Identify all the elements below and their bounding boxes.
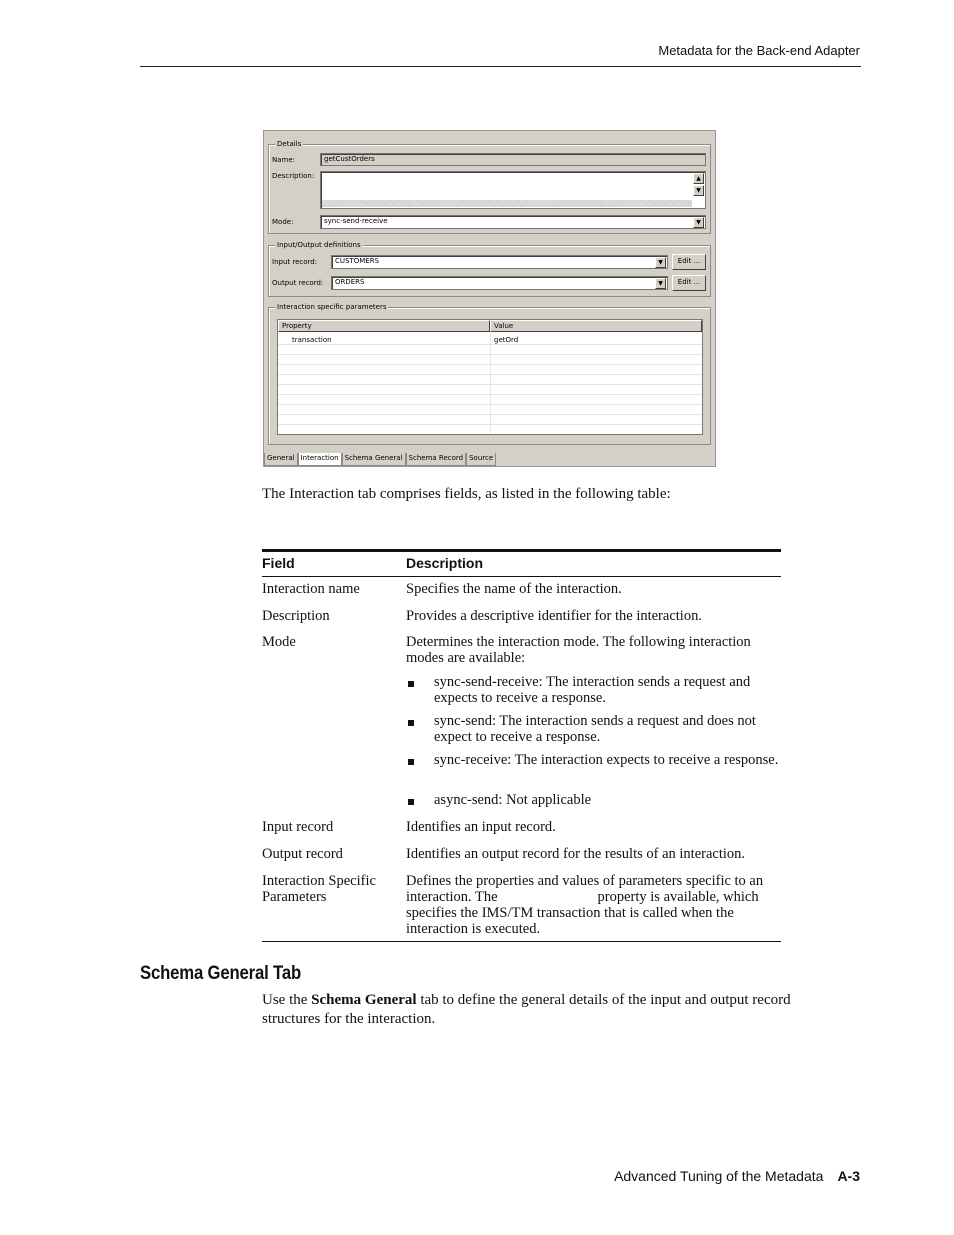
tab-schema-record[interactable]: Schema Record: [406, 453, 467, 466]
details-group-title: Details: [277, 140, 302, 148]
grid-row[interactable]: [278, 336, 702, 345]
grid-row[interactable]: [278, 406, 702, 415]
params-group-title: Interaction specific parameters: [277, 303, 387, 311]
grid-row[interactable]: [278, 356, 702, 365]
row-description-part1: Defines the properties and values of parameters specific to an interaction. The: [406, 873, 764, 905]
row-field: Description: [262, 608, 330, 624]
name-field[interactable]: getCustOrders: [320, 153, 706, 166]
header-rule: [140, 66, 861, 67]
section-text-after: tab to define the general details of the input and output record structures for the interaction.: [262, 992, 791, 1027]
section-text-bold: Schema General: [311, 992, 417, 1008]
row-description-part2: property is available, which specifies the IMS/TM transaction that is called when the interaction is executed.: [406, 889, 759, 937]
mode-bullet-item: async-send: Not applicable: [434, 792, 592, 808]
grid-row[interactable]: [278, 386, 702, 395]
mode-label: Mode:: [272, 218, 294, 226]
scroll-down-icon[interactable]: ▼: [693, 185, 704, 196]
mode-bullet-item: sync-send: The interaction sends a request and does not expect to receive a response.: [434, 713, 756, 745]
output-record-value: ORDERS: [335, 278, 365, 286]
grid-header: [278, 320, 702, 332]
output-edit-button[interactable]: Edit ...: [672, 275, 706, 291]
chevron-down-icon[interactable]: ▼: [655, 278, 666, 289]
io-group-title: Input/Output definitions: [277, 241, 361, 249]
row-field: Interaction Specific Parameters: [262, 873, 376, 905]
table-top-rule: [262, 549, 781, 552]
input-record-value: CUSTOMERS: [335, 257, 380, 265]
row-field: Input record: [262, 819, 334, 835]
intro-paragraph: The Interaction tab comprises fields, as listed in the following table:: [262, 486, 671, 502]
tab-schema-general[interactable]: Schema General: [342, 453, 406, 466]
chevron-down-icon[interactable]: ▼: [655, 257, 666, 268]
running-footer: [614, 1167, 860, 1185]
mode-select[interactable]: [320, 215, 706, 229]
section-text-before: Use the: [262, 992, 308, 1008]
input-record-label: Input record:: [272, 258, 318, 266]
row-description: Determines the interaction mode. The following interaction modes are available:: [406, 634, 751, 666]
parameters-grid[interactable]: [277, 319, 703, 435]
tab-source[interactable]: Source: [466, 453, 496, 466]
description-textarea[interactable]: [320, 171, 706, 209]
section-paragraph: [262, 991, 842, 1029]
output-record-label: Output record:: [272, 279, 324, 287]
row-description: Identifies an output record for the results of an interaction.: [406, 846, 746, 862]
row-description: [406, 873, 781, 937]
running-header: Metadata for the Back-end Adapter: [658, 43, 860, 58]
input-record-select[interactable]: [331, 255, 668, 269]
row-description: Provides a descriptive identifier for the interaction.: [406, 608, 702, 624]
bullet-icon: [408, 720, 414, 726]
table-header-description: Description: [406, 555, 484, 571]
grid-header-property[interactable]: Property: [278, 320, 490, 332]
chevron-down-icon[interactable]: ▼: [693, 217, 704, 228]
section-heading: Schema General Tab: [140, 963, 302, 984]
grid-row[interactable]: [278, 346, 702, 355]
resize-hatch: [322, 200, 692, 207]
bullet-icon: [408, 759, 414, 765]
tab-general[interactable]: General: [264, 453, 298, 466]
mode-select-value: sync-send-receive: [324, 217, 388, 225]
grid-row[interactable]: [278, 416, 702, 425]
tab-bar: [264, 453, 496, 466]
table-header-field: Field: [262, 555, 295, 571]
scroll-up-icon[interactable]: ▲: [693, 173, 704, 184]
mode-bullet-item: sync-receive: The interaction expects to receive a response.: [434, 752, 779, 768]
grid-row[interactable]: [278, 396, 702, 405]
description-label: Description:: [272, 172, 315, 180]
mode-bullet-item: sync-send-receive: The interaction sends a request and expects to receive a response.: [434, 674, 751, 706]
output-record-select[interactable]: [331, 276, 668, 290]
row-field: Interaction name: [262, 581, 360, 597]
row-description: Specifies the name of the interaction.: [406, 581, 622, 597]
input-edit-button[interactable]: Edit ...: [672, 254, 706, 270]
page-number: A-3: [837, 1168, 860, 1184]
row-field: Output record: [262, 846, 343, 862]
row-description: Identifies an input record.: [406, 819, 556, 835]
table-header-rule: [262, 576, 781, 577]
tab-interaction[interactable]: Interaction: [298, 453, 342, 466]
grid-cell-property: transaction: [292, 336, 332, 344]
interaction-tab-screenshot: [263, 130, 716, 467]
grid-header-value[interactable]: Value: [490, 320, 702, 332]
footer-title: Advanced Tuning of the Metadata: [614, 1168, 824, 1184]
grid-cell-value[interactable]: getOrd: [494, 336, 519, 344]
grid-row[interactable]: [278, 376, 702, 385]
name-label: Name:: [272, 156, 296, 164]
grid-row[interactable]: [278, 366, 702, 375]
row-field: Mode: [262, 634, 296, 650]
table-bottom-rule: [262, 941, 781, 942]
bullet-icon: [408, 799, 414, 805]
bullet-icon: [408, 681, 414, 687]
